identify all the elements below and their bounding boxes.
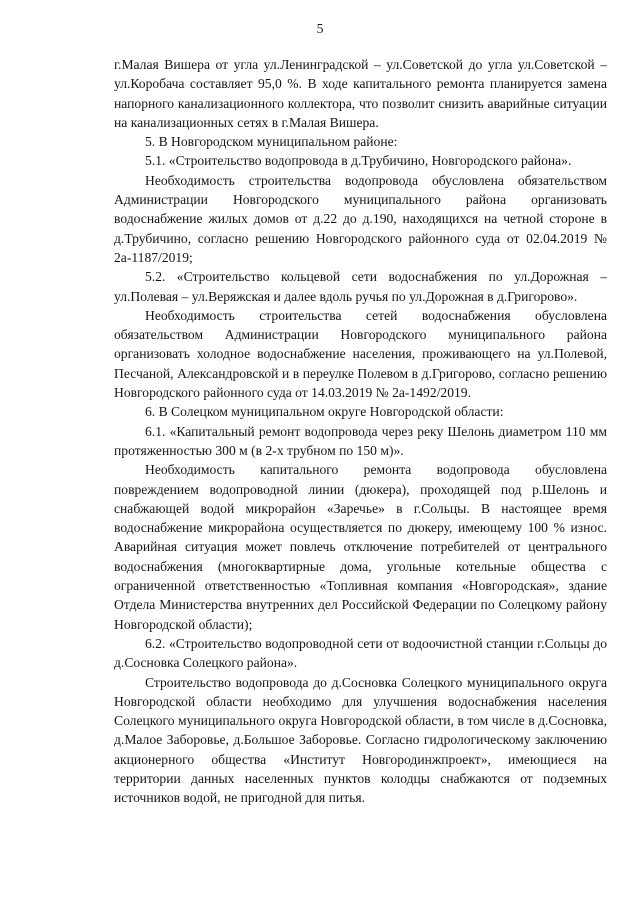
section-heading-soltsy-district: 6. В Солецком муниципальном округе Новгородской области: <box>145 404 504 420</box>
item-5-1-justification: Необходимость строительства водопровода обусловлена обязательством Администрации Новгородского муниципального района организовать водоснабжение жилых домов от д.22 до д.190, находящихся на четной стороне в д.Трубичино, согласно решению Новгородского районного суда от 02.04.2019 № 2а-1187/2019; <box>114 172 607 265</box>
item-6-2-justification: Строительство водопровода до д.Сосновка Солецкого муниципального округа Новгородской области необходимо для улучшения водоснабжения населения Солецкого муниципального округа Новгородской области, в том числе в д.Сосновка, д.Малое Заборовье, д.Большое Заборовье. Согласно гидрологическому заключению акционерного общества «Институт Новгородинжпроект», имеющиеся на территории данных населенных пунктов колодцы снабжаются от подземных источников водой, не пригодной для питья. <box>114 674 607 806</box>
section-heading-novgorod-district: 5. В Новгородском муниципальном районе: <box>145 134 398 150</box>
item-6-1-title: 6.1. «Капитальный ремонт водопровода через реку Шелонь диаметром 110 мм протяженностью 300 м (в 2-х трубном по 150 м)». <box>114 423 607 458</box>
item-6-1-justification: Необходимость капитального ремонта водопровода обусловлена повреждением водопроводной линии (дюкера), проходящей под р.Шелонь и снабжающей водой микрорайон «Заречье» в г.Сольцы. В настоящее время водоснабжение микрорайона осуществляется по дюкеру, имеющему 100 % износ. Аварийная ситуация может повлечь отключение потребителей от центрального водоснабжения (многоквартирные дома, угольные котельные общества с ограниченной ответственностью «Топливная компания «Новгородская», здание Отдела Министерства внутренних дел Российской Федерации по Солецкому району Новгородской области); <box>114 462 607 632</box>
paragraph-malaya-vishera-sewer: г.Малая Вишера от угла ул.Ленинградской – ул.Советской до угла ул.Советской – ул.Коробача составляет 95,0 %. В ходе капитального ремонта планируется замена напорного канализационного коллектора, что позволит снизить аварийные ситуации на канализационных сетях в г.Малая Вишера. <box>114 57 607 130</box>
item-5-2-justification: Необходимость строительства сетей водоснабжения обусловлена обязательством Администрации Новгородского муниципального района организовать холодное водоснабжение населения, проживающего на ул.Полевой, Песчаной, Александровской и в переулке Полевом в д.Григорово, согласно решению Новгородского районного суда от 14.03.2019 № 2а-1492/2019. <box>114 307 607 401</box>
item-6-2-title: 6.2. «Строительство водопроводной сети от водоочистной станции г.Сольцы до д.Сосновка Солецкого района». <box>114 635 607 671</box>
document-body <box>114 55 607 808</box>
page-number: 5 <box>316 21 324 36</box>
item-5-1-title: 5.1. «Строительство водопровода в д.Трубичино, Новгородского района». <box>145 153 572 169</box>
item-5-2-title: 5.2. «Строительство кольцевой сети водоснабжения по ул.Дорожная – ул.Полевая – ул.Веряжская и далее вдоль ручья по ул.Дорожная в д.Григорово». <box>114 269 607 304</box>
